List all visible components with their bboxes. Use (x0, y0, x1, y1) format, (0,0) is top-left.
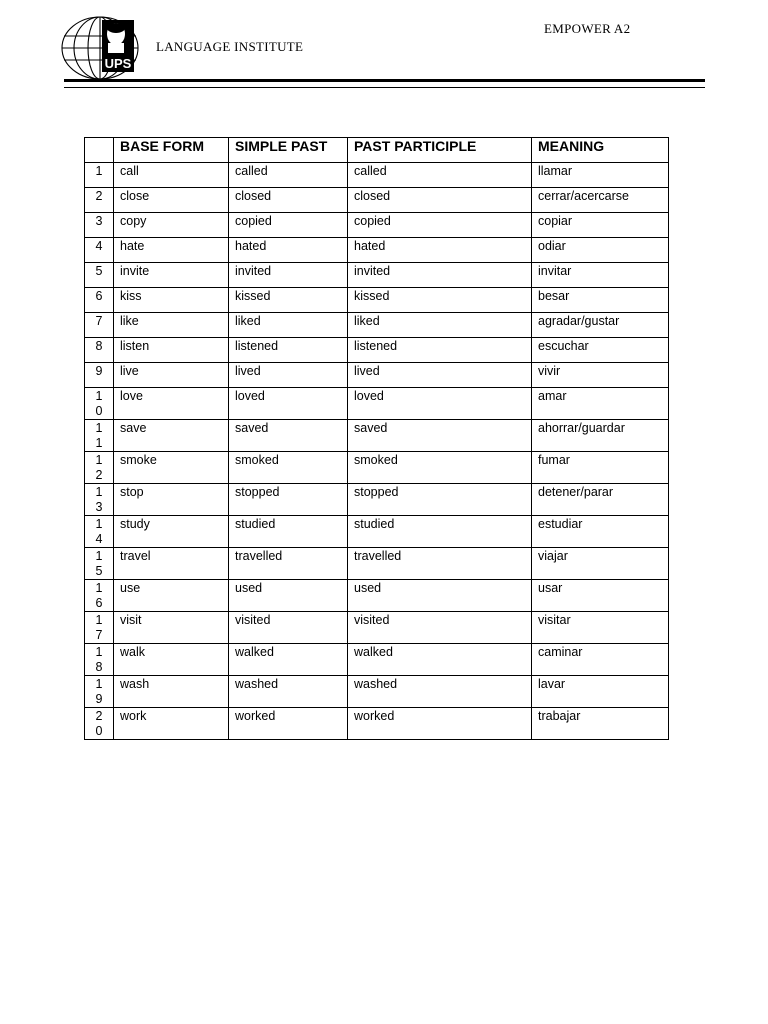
meaning-cell: invitar (532, 263, 669, 288)
base-form-cell: copy (114, 213, 229, 238)
table-row (85, 313, 669, 338)
base-form-cell: visit (114, 612, 229, 644)
row-number-cell (85, 163, 114, 188)
past-participle-cell: hated (348, 238, 532, 263)
course-title: EMPOWER A2 (544, 21, 631, 36)
simple-past-cell: listened (229, 338, 348, 363)
base-form-cell: invite (114, 263, 229, 288)
simple-past-cell: stopped (229, 484, 348, 516)
row-number-cell (85, 676, 114, 708)
simple-past-cell: washed (229, 676, 348, 708)
base-form-cell: like (114, 313, 229, 338)
meaning-cell: detener/parar (532, 484, 669, 516)
simple-past-cell: liked (229, 313, 348, 338)
base-form-cell: listen (114, 338, 229, 363)
row-number-cell (85, 548, 114, 580)
table-row (85, 548, 669, 580)
past-participle-cell: walked (348, 644, 532, 676)
simple-past-cell: visited (229, 612, 348, 644)
simple-past-cell: worked (229, 708, 348, 740)
row-number: 17 (95, 613, 103, 642)
past-participle-cell: travelled (348, 548, 532, 580)
base-form-cell: call (114, 163, 229, 188)
header-rule-thin (64, 87, 705, 88)
past-participle-cell: studied (348, 516, 532, 548)
meaning-cell: besar (532, 288, 669, 313)
table-row (85, 708, 669, 740)
table-row (85, 288, 669, 313)
simple-past-cell: saved (229, 420, 348, 452)
past-participle-cell: stopped (348, 484, 532, 516)
row-number: 12 (95, 453, 103, 482)
past-participle-cell: lived (348, 363, 532, 388)
row-number-cell (85, 238, 114, 263)
row-number: 6 (95, 289, 103, 303)
meaning-cell: cerrar/acercarse (532, 188, 669, 213)
meaning-cell: caminar (532, 644, 669, 676)
column-header-simple-past: SIMPLE PAST (229, 138, 348, 163)
table-row (85, 612, 669, 644)
past-participle-cell: listened (348, 338, 532, 363)
meaning-cell: escuchar (532, 338, 669, 363)
past-participle-cell: liked (348, 313, 532, 338)
past-participle-cell: washed (348, 676, 532, 708)
base-form-cell: use (114, 580, 229, 612)
row-number: 13 (95, 485, 103, 514)
past-participle-cell: used (348, 580, 532, 612)
institute-name: LANGUAGE INSTITUTE (156, 39, 304, 54)
simple-past-cell: used (229, 580, 348, 612)
base-form-cell: smoke (114, 452, 229, 484)
simple-past-cell: lived (229, 363, 348, 388)
base-form-cell: walk (114, 644, 229, 676)
table-row (85, 420, 669, 452)
base-form-cell: live (114, 363, 229, 388)
table-row (85, 213, 669, 238)
row-number-cell (85, 263, 114, 288)
table-row (85, 452, 669, 484)
simple-past-cell: hated (229, 238, 348, 263)
row-number: 5 (95, 264, 103, 278)
row-number-cell (85, 213, 114, 238)
base-form-cell: love (114, 388, 229, 420)
row-number: 3 (95, 214, 103, 228)
table-row (85, 263, 669, 288)
simple-past-cell: invited (229, 263, 348, 288)
row-number: 7 (95, 314, 103, 328)
row-number-cell (85, 363, 114, 388)
simple-past-cell: closed (229, 188, 348, 213)
past-participle-cell: smoked (348, 452, 532, 484)
row-number-cell (85, 188, 114, 213)
row-number-cell (85, 516, 114, 548)
meaning-cell: visitar (532, 612, 669, 644)
row-number-cell (85, 338, 114, 363)
base-form-cell: wash (114, 676, 229, 708)
simple-past-cell: studied (229, 516, 348, 548)
row-number-cell (85, 580, 114, 612)
table-row (85, 580, 669, 612)
table-header-row (85, 138, 669, 163)
meaning-cell: estudiar (532, 516, 669, 548)
meaning-cell: agradar/gustar (532, 313, 669, 338)
past-participle-cell: saved (348, 420, 532, 452)
row-number: 20 (95, 709, 103, 738)
meaning-cell: ahorrar/guardar (532, 420, 669, 452)
row-number-cell (85, 612, 114, 644)
table-row (85, 188, 669, 213)
table-row (85, 363, 669, 388)
table-row (85, 163, 669, 188)
table-row (85, 484, 669, 516)
row-number: 18 (95, 645, 103, 674)
simple-past-cell: smoked (229, 452, 348, 484)
row-number-cell (85, 288, 114, 313)
simple-past-cell: loved (229, 388, 348, 420)
table-row (85, 516, 669, 548)
simple-past-cell: copied (229, 213, 348, 238)
column-header-past-participle: PAST PARTICIPLE (348, 138, 532, 163)
institute-logo (58, 14, 148, 82)
meaning-cell: odiar (532, 238, 669, 263)
logo-text: UPS (104, 56, 132, 71)
base-form-cell: study (114, 516, 229, 548)
meaning-cell: fumar (532, 452, 669, 484)
row-number: 19 (95, 677, 103, 706)
row-number: 4 (95, 239, 103, 253)
table-row (85, 676, 669, 708)
table-row (85, 338, 669, 363)
table-row (85, 644, 669, 676)
table-row (85, 238, 669, 263)
past-participle-cell: kissed (348, 288, 532, 313)
base-form-cell: save (114, 420, 229, 452)
row-number-cell (85, 420, 114, 452)
row-number: 2 (95, 189, 103, 203)
meaning-cell: trabajar (532, 708, 669, 740)
row-number: 8 (95, 339, 103, 353)
row-number: 14 (95, 517, 103, 546)
base-form-cell: hate (114, 238, 229, 263)
column-header-number (85, 138, 114, 163)
row-number-cell (85, 388, 114, 420)
row-number-cell (85, 484, 114, 516)
simple-past-cell: walked (229, 644, 348, 676)
past-participle-cell: called (348, 163, 532, 188)
row-number: 16 (95, 581, 103, 610)
meaning-cell: copiar (532, 213, 669, 238)
past-participle-cell: loved (348, 388, 532, 420)
row-number-cell (85, 708, 114, 740)
past-participle-cell: invited (348, 263, 532, 288)
meaning-cell: llamar (532, 163, 669, 188)
row-number: 10 (95, 389, 103, 418)
verb-table (84, 137, 669, 740)
past-participle-cell: closed (348, 188, 532, 213)
row-number-cell (85, 644, 114, 676)
base-form-cell: work (114, 708, 229, 740)
past-participle-cell: visited (348, 612, 532, 644)
row-number-cell (85, 452, 114, 484)
column-header-meaning: MEANING (532, 138, 669, 163)
past-participle-cell: worked (348, 708, 532, 740)
meaning-cell: vivir (532, 363, 669, 388)
row-number: 11 (95, 421, 103, 450)
past-participle-cell: copied (348, 213, 532, 238)
row-number: 1 (95, 164, 103, 178)
header-rule-thick (64, 79, 705, 82)
simple-past-cell: travelled (229, 548, 348, 580)
row-number: 15 (95, 549, 103, 578)
row-number: 9 (95, 364, 103, 378)
simple-past-cell: called (229, 163, 348, 188)
base-form-cell: travel (114, 548, 229, 580)
base-form-cell: close (114, 188, 229, 213)
meaning-cell: amar (532, 388, 669, 420)
row-number-cell (85, 313, 114, 338)
meaning-cell: lavar (532, 676, 669, 708)
meaning-cell: usar (532, 580, 669, 612)
column-header-base-form: BASE FORM (114, 138, 229, 163)
base-form-cell: kiss (114, 288, 229, 313)
base-form-cell: stop (114, 484, 229, 516)
meaning-cell: viajar (532, 548, 669, 580)
simple-past-cell: kissed (229, 288, 348, 313)
table-row (85, 388, 669, 420)
